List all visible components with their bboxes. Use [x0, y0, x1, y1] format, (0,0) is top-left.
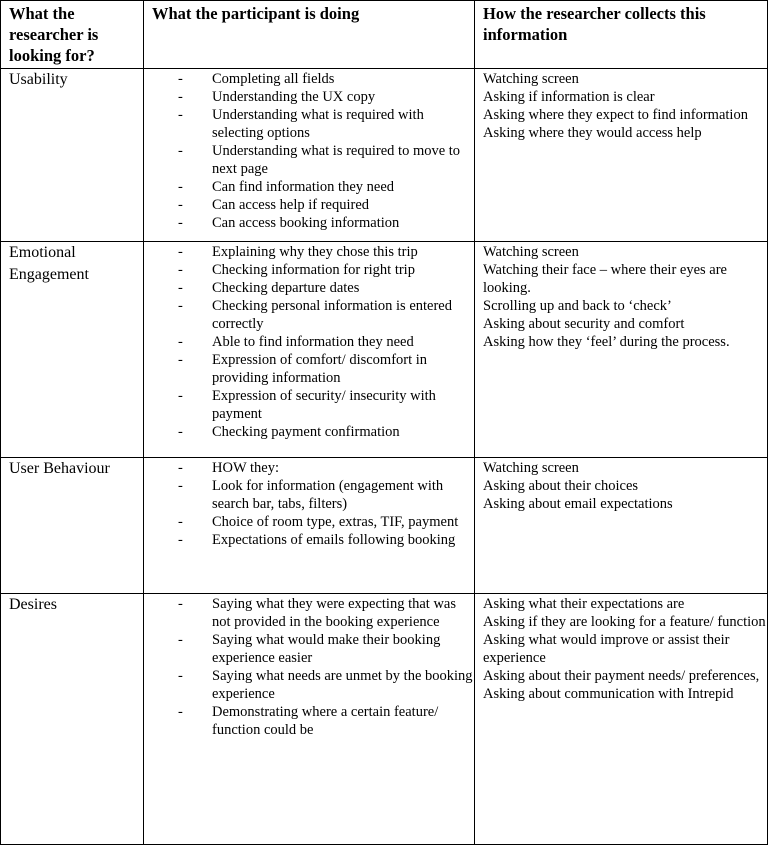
collect-line: Asking about their payment needs/ preferences, — [483, 668, 760, 684]
header-participant-doing: What the participant is doing — [144, 1, 475, 69]
list-item: - Expression of security/ insecurity with payment — [178, 387, 474, 423]
list-item: - Completing all fields — [178, 70, 474, 88]
list-item: - Can access booking information — [178, 214, 474, 232]
list-item: - Checking payment confirmation — [178, 423, 474, 441]
collect-line: Asking about communication with Intrepid — [483, 686, 734, 702]
collect-line: Asking what their expectations are — [483, 596, 685, 612]
doing-cell — [144, 458, 475, 594]
collect-cell — [475, 242, 768, 458]
collect-line: Asking about security and comfort — [483, 316, 685, 332]
list-item: - Can find information they need — [178, 178, 474, 196]
header-researcher-collects: How the researcher collects this information — [475, 1, 768, 69]
category-cell: Desires — [1, 594, 144, 845]
doing-list — [178, 243, 474, 441]
list-item: - Saying what would make their booking experience easier — [178, 631, 474, 667]
list-item: - Can access help if required — [178, 196, 474, 214]
list-item: - Understanding the UX copy — [178, 88, 474, 106]
list-item: - Saying what needs are unmet by the booking experience — [178, 667, 474, 703]
collect-line: Watching screen — [483, 71, 579, 87]
doing-cell — [144, 594, 475, 845]
collect-line: Asking how they ‘feel’ during the process. — [483, 334, 730, 350]
list-item: - Understanding what is required to move to next page — [178, 142, 474, 178]
category-cell: Emotional Engagement — [1, 242, 144, 458]
collect-line: Asking if they are looking for a feature/ function — [483, 614, 766, 630]
list-item: - Understanding what is required with selecting options — [178, 106, 474, 142]
doing-list — [178, 70, 474, 232]
header-looking-for: What the researcher is looking for? — [1, 1, 144, 69]
collect-cell — [475, 458, 768, 594]
collect-line: Asking where they would access help — [483, 125, 702, 141]
list-item: - Checking personal information is entered correctly — [178, 297, 474, 333]
list-item: - Choice of room type, extras, TIF, payment — [178, 513, 474, 531]
header-row — [1, 1, 768, 69]
category-cell: Usability — [1, 69, 144, 242]
list-item: - Look for information (engagement with search bar, tabs, filters) — [178, 477, 474, 513]
table-row-desires — [1, 594, 768, 845]
collect-line: Asking where they expect to find information — [483, 107, 748, 123]
doing-cell — [144, 242, 475, 458]
list-item: - Explaining why they chose this trip — [178, 243, 474, 261]
list-item: - Checking departure dates — [178, 279, 474, 297]
collect-cell — [475, 594, 768, 845]
doing-list — [178, 595, 474, 739]
collect-line: Watching screen — [483, 460, 579, 476]
list-item: - Saying what they were expecting that was not provided in the booking experience — [178, 595, 474, 631]
collect-line: Asking if information is clear — [483, 89, 655, 105]
list-item: - Demonstrating where a certain feature/ function could be — [178, 703, 474, 739]
collect-line: Asking about email expectations — [483, 496, 673, 512]
list-item: - HOW they: — [178, 459, 474, 477]
category-cell: User Behaviour — [1, 458, 144, 594]
collect-line: Asking what would improve or assist their experience — [483, 632, 730, 666]
list-item: - Expression of comfort/ discomfort in providing information — [178, 351, 474, 387]
collect-line: Watching screen — [483, 244, 579, 260]
table-row-usability — [1, 69, 768, 242]
table-row-user-behaviour — [1, 458, 768, 594]
collect-line: Scrolling up and back to ‘check’ — [483, 298, 672, 314]
list-item: - Expectations of emails following booking — [178, 531, 474, 549]
doing-cell — [144, 69, 475, 242]
doing-list — [178, 459, 474, 549]
table-row-emotional-engagement — [1, 242, 768, 458]
collect-line: Watching their face – where their eyes are looking. — [483, 262, 727, 296]
list-item: - Checking information for right trip — [178, 261, 474, 279]
collect-line: Asking about their choices — [483, 478, 639, 494]
list-item: - Able to find information they need — [178, 333, 474, 351]
collect-cell — [475, 69, 768, 242]
